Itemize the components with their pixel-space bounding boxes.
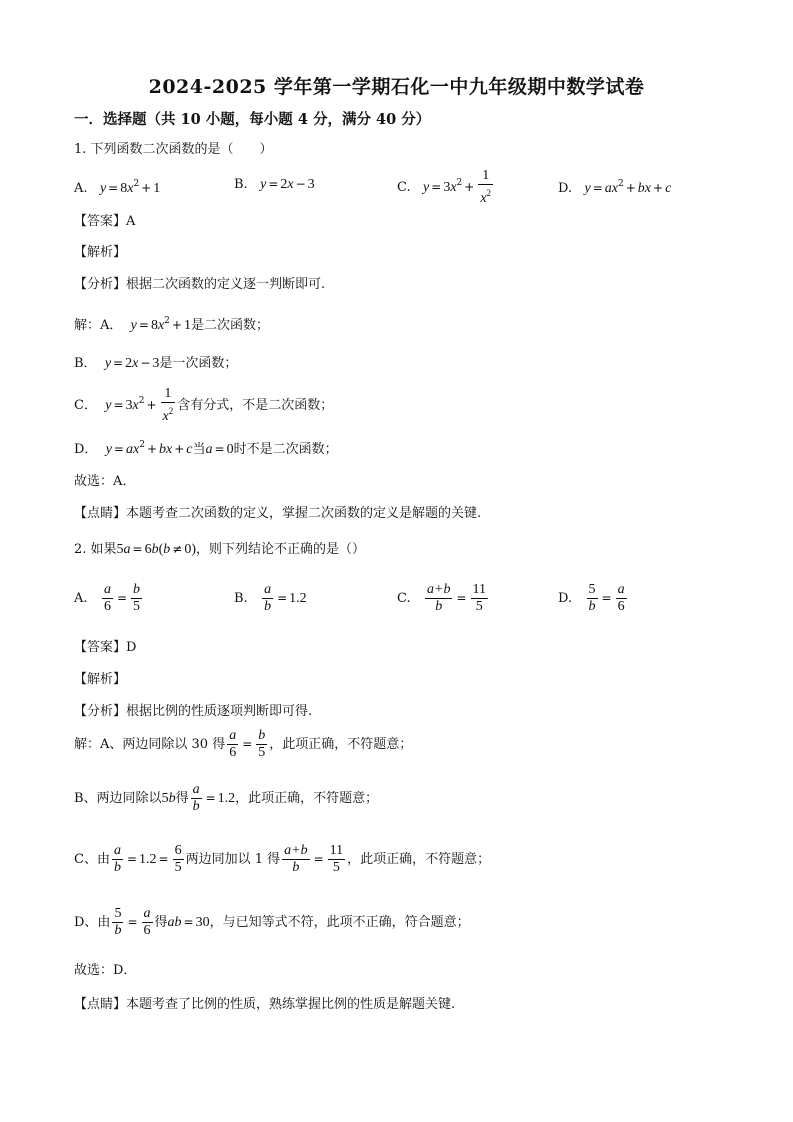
q1-option-b: B. y = 2x − 3: [234, 177, 315, 192]
q2-note: 【点睛】本题考查了比例的性质，熟练掌握比例的性质是解题关键.: [74, 997, 456, 1012]
q1-stem: 1. 下列函数二次函数的是（ ）: [74, 142, 273, 157]
q1-option-c: C. $y = 3x^2$ + $\frac{1}{x^2}$: [397, 168, 492, 206]
q1-solution-d: D． $y = ax^2$ + bx + c当a = 0时不是二次函数；: [74, 440, 338, 457]
q1-analysis: 【分析】根据二次函数的定义逐一判断即可.: [74, 277, 326, 292]
q2-option-b: B. $\frac{a}{b}$ = 1.2: [234, 582, 307, 614]
q1-solution-a: 解：A． $y = 8x^2 + 1$是二次函数；: [74, 316, 269, 333]
q1-solution-c: C． $y = 3x^2$ + $\frac{1}{x^2}$ 含有分式，不是二次函数；: [74, 386, 334, 424]
q2-solution-c: C、由 $\frac{a}{b}$ = 1.2 = $\frac{6}{5}$ 两边同加以 1 得 $\frac{a+b}{b}$ = $\frac{11}{5}$ ，此项正确，不符题意；: [74, 843, 491, 875]
q2-stem: 2. 如果5a = 6b(b ≠ 0)，则下列结论不正确的是（）: [74, 542, 366, 557]
q1-option-a: A. $y = 8x^2 + 1$: [74, 179, 161, 196]
q2-analysis-label: 【解析】: [74, 672, 127, 687]
q2-answer: 【答案】D: [74, 640, 137, 655]
q2-choose: 故选：D．: [74, 963, 137, 978]
q2-option-a: A. $\frac{a}{6}$ = $\frac{b}{5}$: [74, 582, 140, 614]
section-heading: 一．选择题（共 10 小题，每小题 4 分，满分 40 分）: [74, 111, 431, 128]
q2-analysis: 【分析】根据比例的性质逐项判断即可得.: [74, 704, 313, 719]
page-title: 2024-2025 学年第一学期石化一中九年级期中数学试卷: [148, 76, 645, 98]
q1-choose: 故选：A．: [74, 474, 136, 489]
q1-analysis-label: 【解析】: [74, 245, 127, 260]
q2-solution-d: D、由 $\frac{5}{b}$ = $\frac{a}{6}$ 得ab = 30，与已知等式不符，此项不正确，符合题意；: [74, 906, 470, 938]
q2-solution-a: 解：A、两边同除以 30 得 $\frac{a}{6}$ = $\frac{b}{5}$ ，此项正确，不符题意；: [74, 728, 413, 760]
q1-solution-b: B． y = 2x − 3是一次函数；: [74, 356, 238, 371]
q1-option-d: D. $y = ax^2$ + bx + c: [558, 179, 672, 196]
q2-solution-b: B、两边同除以5b得 $\frac{a}{b}$ = 1.2，此项正确，不符题意；: [74, 782, 379, 814]
q1-note: 【点睛】本题考查二次函数的定义，掌握二次函数的定义是解题的关键.: [74, 506, 482, 521]
q1-answer: 【答案】A: [74, 214, 136, 229]
q2-option-d: D. $\frac{5}{b}$ = $\frac{a}{6}$: [558, 582, 625, 614]
q2-option-c: C. $\frac{a+b}{b}$ = $\frac{11}{5}$: [397, 582, 487, 614]
